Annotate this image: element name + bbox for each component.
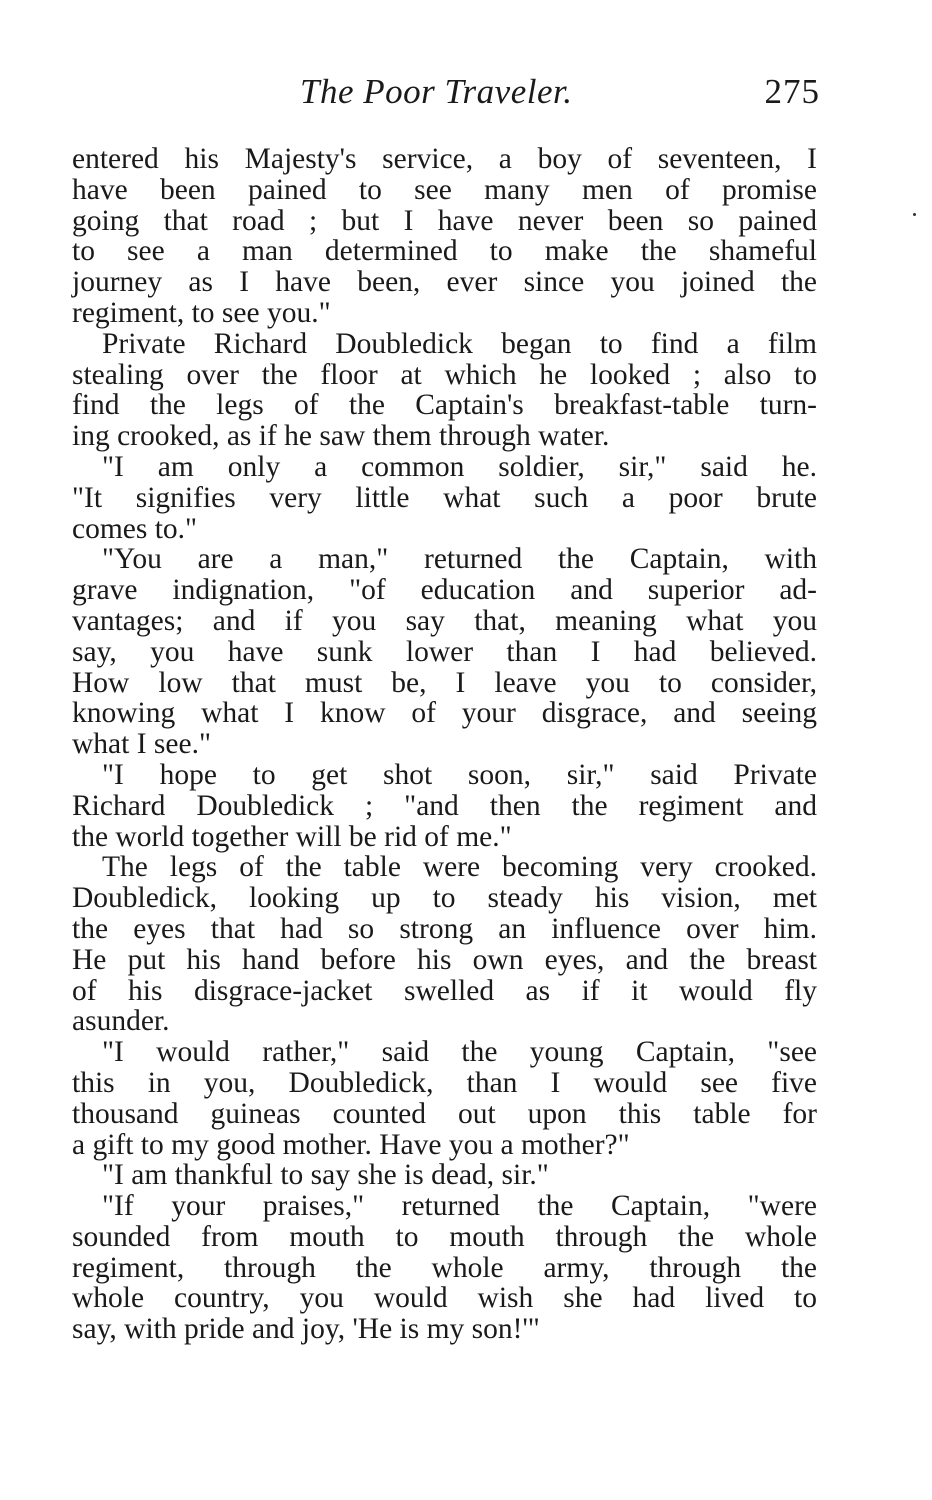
text-line: The legs of the table were becoming very crooked. (102, 851, 817, 884)
text-line: "You are a man," returned the Captain, with (102, 543, 817, 576)
text-line: comes to." (72, 512, 198, 545)
text-line: thousand guineas counted out upon this table for (72, 1097, 817, 1130)
page-number: 275 (764, 72, 820, 111)
paragraph (72, 1037, 817, 1160)
text-line: sounded from mouth to mouth through the whole (72, 1220, 817, 1253)
text-line: vantages; and if you say that, meaning what you (72, 604, 817, 637)
text-line: stealing over the floor at which he looked ; also to (72, 358, 817, 391)
text-line: going that road ; but I have never been so pained (72, 204, 817, 237)
text-line: find the legs of the Captain's breakfast-table turn- (72, 389, 817, 422)
text-line: the eyes that had so strong an influence over him. (72, 912, 817, 945)
text-line: asunder. (72, 1005, 170, 1038)
running-title: The Poor Traveler. (300, 72, 573, 111)
text-line: regiment, through the whole army, through the (72, 1251, 817, 1284)
text-line: of his disgrace-jacket swelled as if it would fly (72, 974, 817, 1007)
text-line: "It signifies very little what such a poor brute (72, 481, 817, 514)
text-line: "If your praises," returned the Captain, "were (102, 1190, 817, 1223)
paragraph (72, 329, 817, 452)
page-header (0, 72, 932, 122)
text-line: journey as I have been, ever since you joined the (72, 266, 817, 299)
text-line: what I see." (72, 728, 212, 761)
margin-speck (913, 213, 916, 216)
text-line: "I am only a common soldier, sir," said he. (102, 450, 817, 483)
text-line: He put his hand before his own eyes, and the breast (72, 943, 817, 976)
text-line: entered his Majesty's service, a boy of seventeen, I (72, 143, 817, 175)
text-line: grave indignation, "of education and superior ad- (72, 574, 817, 607)
text-line: the world together will be rid of me." (72, 820, 512, 853)
paragraph (72, 452, 817, 544)
text-line: How low that must be, I leave you to consider, (72, 666, 817, 699)
body-text (72, 144, 817, 1345)
paragraph (72, 1160, 817, 1191)
paragraph (72, 852, 817, 1037)
text-line: Doubledick, looking up to steady his vision, met (72, 882, 817, 915)
text-line: to see a man determined to make the shameful (72, 235, 817, 268)
text-line: "I hope to get shot soon, sir," said Private (102, 758, 817, 791)
text-line: say, you have sunk lower than I had believed. (72, 635, 817, 668)
text-line: "I would rather," said the young Captain, "see (102, 1036, 817, 1069)
text-line: a gift to my good mother. Have you a mother?" (72, 1128, 630, 1161)
paragraph (72, 144, 817, 329)
text-line: knowing what I know of your disgrace, and seeing (72, 697, 817, 730)
text-line: Richard Doubledick ; "and then the regiment and (72, 789, 817, 822)
text-line: ing crooked, as if he saw them through water. (72, 420, 610, 453)
text-line: "I am thankful to say she is dead, sir." (102, 1159, 549, 1192)
paragraph (72, 1191, 817, 1345)
text-line: Private Richard Doubledick began to find a film (102, 327, 817, 360)
text-line: this in you, Doubledick, than I would see five (72, 1066, 817, 1099)
paragraph (72, 760, 817, 852)
paragraph (72, 544, 817, 760)
text-line: regiment, to see you." (72, 296, 331, 329)
text-line: say, with pride and joy, 'He is my son!'" (72, 1313, 540, 1346)
text-line: have been pained to see many men of promise (72, 173, 817, 206)
text-line: whole country, you would wish she had lived to (72, 1282, 817, 1315)
